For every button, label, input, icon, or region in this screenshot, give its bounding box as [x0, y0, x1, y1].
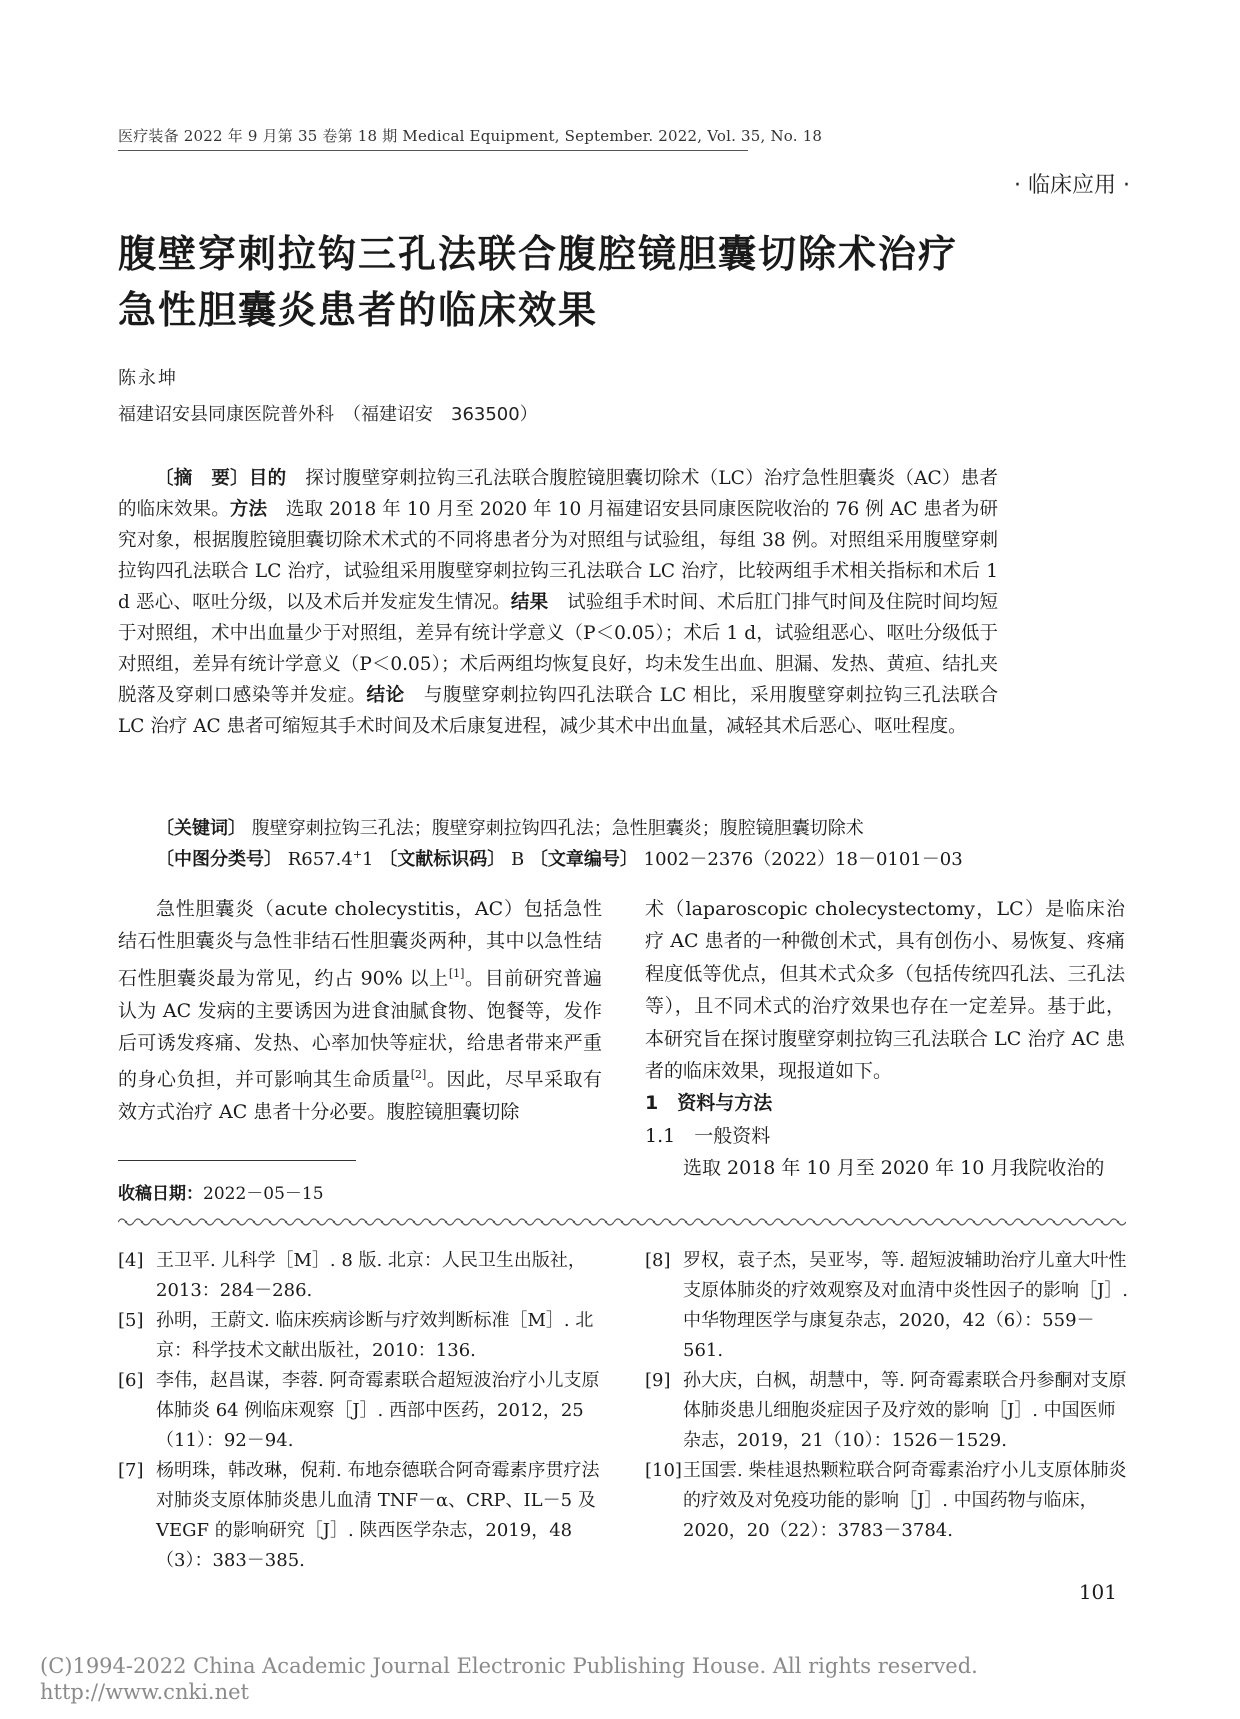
body-text: 急性胆囊炎（acute cholecystitis，AC）包括急性结石性胆囊炎与急性非结石性胆囊炎两种，其中以急性结石性胆囊炎最为常见，约占 90% 以上 — [118, 898, 602, 990]
copyright-watermark: (C)1994-2022 China Academic Journal Electronic Publishing House. All rights reserved. http://www.cnki.net — [40, 1654, 1006, 1704]
clc-value-tail: 1 — [362, 849, 380, 870]
results-text: 试验组手术时间、术后肛门排气时间及住院时间均短于对照组，术中出血量少于对照组，差异有统计学意义（P＜0.05）；术后 1 d，试验组恶心、呕吐分级低于对照组，差异有统计学意义（P＜0.05）；术后两组均恢复良好，均未发生出血、胆漏、发热、黄疸、结扎夹脱落及穿刺口感染等并发症。 — [118, 592, 998, 706]
reference-number: [5] — [118, 1310, 144, 1331]
received-date — [118, 1179, 324, 1204]
body-paragraph: 术（laparoscopic cholecystectomy，LC）是临床治疗 AC 患者的一种微创术式，具有创伤小、易恢复、疼痛程度低等优点，但其术式众多（包括传统四孔法、三孔法等），且不同术式的治疗效果也存在一定差异。基于此，本研究旨在探讨腹壁穿刺拉钩三孔法联合 LC 治疗 AC 患者的临床效果，现报道如下。 — [645, 898, 1125, 1083]
body-paragraph — [118, 893, 602, 1129]
reference-item — [645, 1366, 1129, 1456]
reference-number: [7] — [118, 1460, 144, 1481]
objective-text: 探讨腹壁穿刺拉钩三孔法联合腹腔镜胆囊切除术（LC）治疗急性胆囊炎（AC）患者的临床效果。 — [118, 468, 998, 520]
methods-text: 选取 2018 年 10 月至 2020 年 10 月福建诏安县同康医院收治的 76 例 AC 患者为研究对象，根据腹腔镜胆囊切除术术式的不同将患者分为对照组与试验组，每组 38 例。对照组采用腹壁穿刺拉钩四孔法联合 LC 治疗，试验组采用腹壁穿刺拉钩三孔法联合 LC 治疗，比较两组手术相关指标和术后 1 d 恶心、呕吐分级，以及术后并发症发生情况。 — [118, 499, 998, 613]
title-line-2: 急性胆囊炎患者的临床效果 — [118, 288, 599, 332]
methods-label: 方法 — [229, 499, 268, 520]
classification-line — [156, 845, 963, 871]
abstract-label: 〔摘 要〕 — [155, 468, 249, 489]
reference-text: 罗权，袁子杰，吴亚岑，等. 超短波辅助治疗儿童大叶性支原体肺炎的疗效观察及对血清中炎性因子的影响［J］. 中华物理医学与康复杂志，2020，42（6）：559－561. — [683, 1250, 1128, 1361]
header-rule — [118, 150, 748, 151]
reference-item — [118, 1366, 612, 1456]
clc-value: R657.4 — [282, 849, 353, 870]
title-line-1: 腹壁穿刺拉钩三孔法联合腹腔镜胆囊切除术治疗 — [118, 232, 959, 276]
citation-2[interactable]: [2] — [410, 1068, 427, 1082]
author-name: 陈永坤 — [118, 368, 178, 389]
clc-superscript: + — [352, 848, 363, 861]
reference-text: 杨明珠，韩改琳，倪莉. 布地奈德联合阿奇霉素序贯疗法对肺炎支原体肺炎患儿血清 TNF－α、CRP、IL－5 及 VEGF 的影响研究［J］. 陕西医学杂志，2019，48（3）：383－385. — [156, 1460, 600, 1571]
references-left — [118, 1246, 612, 1576]
reference-item — [118, 1246, 612, 1306]
reference-number: [9] — [645, 1370, 671, 1391]
results-label: 结果 — [510, 592, 549, 613]
footnote-rule — [118, 1160, 356, 1161]
body-text: 。因此，尽早采取有效方式治疗 AC 患者十分必要。腹腔镜胆囊切除 — [118, 1068, 602, 1124]
reference-number: [10] — [645, 1460, 682, 1481]
reference-item — [645, 1246, 1129, 1366]
article-number-value: 1002－2376（2022）18－0101－03 — [637, 849, 963, 870]
section-tag: · 临床应用 · — [1014, 173, 1130, 198]
reference-number: [6] — [118, 1370, 144, 1391]
citation-1[interactable]: [1] — [448, 966, 465, 980]
reference-text: 孙明，王蔚文. 临床疾病诊断与疗效判断标准［M］. 北京：科学技术文献出版社，2010：136. — [156, 1310, 594, 1361]
body-text: 。目前研究普遍认为 AC 发病的主要诱因为进食油腻食物、饱餐等，发作后可诱发疼痛、发热、心率加快等症状，给患者带来严重的身心负担，并可影响其生命质量 — [118, 967, 602, 1091]
decorative-divider — [118, 1214, 1126, 1230]
keywords — [156, 814, 864, 840]
reference-number: [4] — [118, 1250, 144, 1271]
keywords-text: 腹壁穿刺拉钩三孔法；腹壁穿刺拉钩四孔法；急性胆囊炎；腹腔镜胆囊切除术 — [246, 818, 864, 839]
reference-text: 王国雲. 柴桂退热颗粒联合阿奇霉素治疗小儿支原体肺炎的疗效及对免疫功能的影响［J］. 中国药物与临床，2020，20（22）：3783－3784. — [683, 1460, 1127, 1541]
page-number: 101 — [1078, 1580, 1117, 1604]
doc-code-value: B — [505, 849, 530, 870]
reference-item — [118, 1306, 612, 1366]
reference-text: 王卫平. 儿科学［M］. 8 版. 北京：人民卫生出版社，2013：284－286. — [156, 1250, 586, 1301]
abstract — [118, 463, 998, 742]
body-column-left — [118, 893, 602, 1129]
conclusion-text: 与腹壁穿刺拉钩四孔法联合 LC 相比，采用腹壁穿刺拉钩三孔法联合 LC 治疗 AC 患者可缩短其手术时间及术后康复进程，减少其术中出血量，减轻其术后恶心、呕吐程度。 — [118, 685, 998, 737]
reference-text: 孙大庆，白枫，胡慧中，等. 阿奇霉素联合丹参酮对支原体肺炎患儿细胞炎症因子及疗效的影响［J］. 中国医师杂志，2019，21（10）：1526－1529. — [683, 1370, 1127, 1451]
keywords-label: 〔关键词〕 — [156, 818, 246, 839]
reference-text: 李伟，赵昌谋，李蓉. 阿奇霉素联合超短波治疗小儿支原体肺炎 64 例临床观察［J］. 西部中医药，2012，25（11）：92－94. — [156, 1370, 600, 1451]
section-heading-1: 1 资料与方法 — [645, 1092, 773, 1115]
objective-label: 目的 — [248, 468, 287, 489]
references-right — [645, 1246, 1129, 1546]
running-header: 医疗装备 2022 年 9 月第 35 卷第 18 期 Medical Equipment, September. 2022, Vol. 35, No. 18 — [118, 127, 823, 145]
reference-number: [8] — [645, 1250, 671, 1271]
clc-label: 〔中图分类号〕 — [156, 849, 282, 870]
conclusion-label: 结论 — [366, 685, 405, 706]
section-heading-1-1: 1.1 一般资料 — [645, 1124, 771, 1147]
author-affiliation: 福建诏安县同康医院普外科 （福建诏安 363500） — [118, 404, 538, 425]
reference-item — [645, 1456, 1129, 1546]
body-paragraph: 选取 2018 年 10 月至 2020 年 10 月我院收治的 — [683, 1157, 1105, 1180]
received-value: 2022－05－15 — [203, 1184, 324, 1204]
body-column-right — [645, 893, 1125, 1185]
received-label: 收稿日期： — [118, 1184, 203, 1204]
article-number-label: 〔文章编号〕 — [529, 849, 638, 870]
doc-code-label: 〔文献标识码〕 — [379, 849, 506, 870]
article-title — [118, 226, 958, 338]
reference-item — [118, 1456, 612, 1576]
